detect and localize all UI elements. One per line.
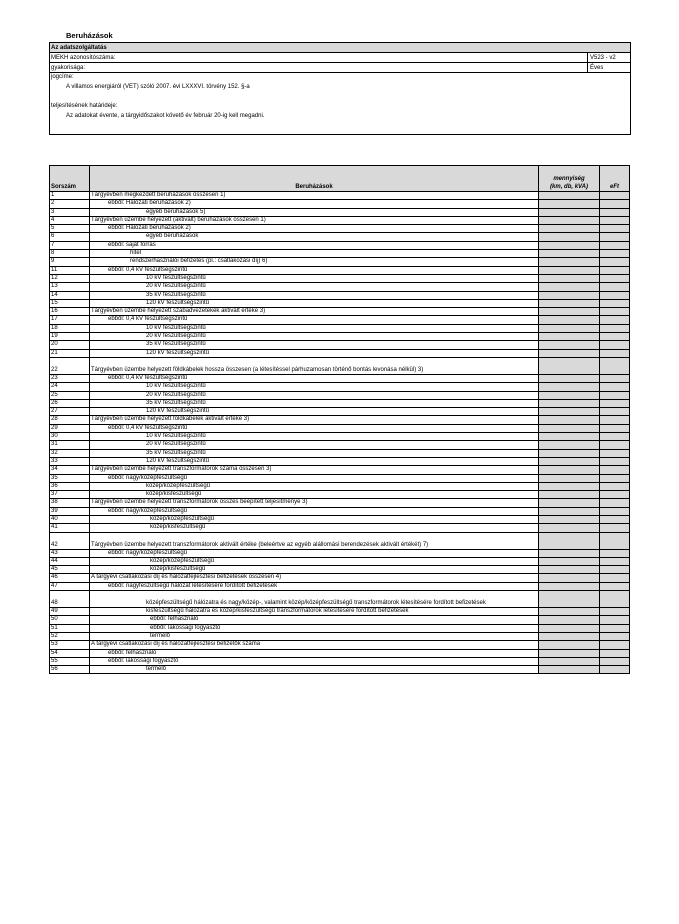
row-description: Tárgyévben üzembe helyezett földkábelek aktivált értéke 3) bbox=[90, 416, 539, 424]
table-row bbox=[50, 482, 630, 490]
eft-input-cell[interactable] bbox=[600, 324, 630, 332]
table-row bbox=[50, 283, 630, 291]
eft-input-cell[interactable] bbox=[600, 200, 630, 208]
row-description: Tárgyévben üzembe helyezett transzformátorok aktivált értéke (beleértve az egyéb alállomási berendezések aktivált értékét) 7) bbox=[90, 532, 539, 549]
header-beruhazasok: Beruházások bbox=[90, 166, 539, 192]
eft-input-cell[interactable] bbox=[600, 408, 630, 416]
row-description: közép/középfeszültségű bbox=[90, 515, 539, 523]
table-row bbox=[50, 258, 630, 266]
quantity-input-cell[interactable] bbox=[539, 566, 600, 574]
eft-input-cell[interactable] bbox=[600, 274, 630, 282]
eft-input-cell[interactable] bbox=[600, 374, 630, 382]
header-quantity-line1: mennyiség bbox=[553, 176, 585, 182]
eft-input-cell[interactable] bbox=[600, 316, 630, 324]
eft-input-cell[interactable] bbox=[600, 624, 630, 632]
table-row bbox=[50, 649, 630, 657]
quantity-input-cell[interactable] bbox=[539, 666, 600, 674]
table-row bbox=[50, 391, 630, 399]
row-description: középfeszültségű hálózatra és nagy/közép-, valamint közép/középfeszültségű transzformátorok létesítésére fordított befizetések bbox=[90, 591, 539, 608]
eft-input-cell[interactable] bbox=[600, 208, 630, 216]
table-row bbox=[50, 474, 630, 482]
row-description: egyéb beruházások bbox=[90, 233, 539, 241]
row-number: 42 bbox=[50, 532, 90, 549]
row-number: 50 bbox=[50, 616, 90, 624]
row-description: Tárgyévben üzembe helyezett transzformátorok összes beépített teljesítménye 3) bbox=[90, 499, 539, 507]
row-number: 22 bbox=[50, 357, 90, 374]
row-number: 45 bbox=[50, 566, 90, 574]
quantity-input-cell[interactable] bbox=[539, 233, 600, 241]
table-row bbox=[50, 433, 630, 441]
eft-input-cell[interactable] bbox=[600, 549, 630, 557]
quantity-input-cell[interactable] bbox=[539, 466, 600, 474]
row-description: ebből: felhasználó bbox=[90, 649, 539, 657]
eft-input-cell[interactable] bbox=[600, 507, 630, 515]
table-row bbox=[50, 499, 630, 507]
row-description: ebből: 0,4 kV feszültségszintű bbox=[90, 266, 539, 274]
table-row bbox=[50, 308, 630, 316]
row-number: 18 bbox=[50, 324, 90, 332]
row-description: A tárgyévi csatlakozási díj és hálózatfejlesztési befizetések összesen 4) bbox=[90, 574, 539, 582]
row-number: 35 bbox=[50, 474, 90, 482]
row-description: Tárgyévben megkezdett beruházások összesen 1) bbox=[90, 192, 539, 200]
quantity-input-cell[interactable] bbox=[539, 491, 600, 499]
eft-input-cell[interactable] bbox=[600, 557, 630, 565]
row-number: 17 bbox=[50, 316, 90, 324]
row-description: ebből: lakossági fogyasztó bbox=[90, 657, 539, 665]
row-number: 21 bbox=[50, 349, 90, 357]
row-description: 35 kV feszültségszintű bbox=[90, 449, 539, 457]
quantity-input-cell[interactable] bbox=[539, 441, 600, 449]
row-description: kisfeszültségű hálózatra és közép/kisfeszültségű transzformátorok létesítésére fordított befizetések bbox=[90, 608, 539, 616]
row-number: 5 bbox=[50, 225, 90, 233]
row-description: ebből: 0,4 kV feszültségszintű bbox=[90, 424, 539, 432]
row-number: 37 bbox=[50, 491, 90, 499]
row-number: 32 bbox=[50, 449, 90, 457]
mekh-id-row bbox=[50, 53, 630, 63]
table-row bbox=[50, 383, 630, 391]
quantity-input-cell[interactable] bbox=[539, 391, 600, 399]
mekh-id-label: MEKH azonosítószáma: bbox=[51, 55, 116, 61]
table-row bbox=[50, 449, 630, 457]
header-quantity-line2: (km, db, kVA) bbox=[550, 184, 588, 190]
row-number: 40 bbox=[50, 515, 90, 523]
quantity-input-cell[interactable] bbox=[539, 433, 600, 441]
quantity-input-cell[interactable] bbox=[539, 266, 600, 274]
eft-input-cell[interactable] bbox=[600, 241, 630, 249]
row-number: 1 bbox=[50, 192, 90, 200]
table-row bbox=[50, 441, 630, 449]
table-row bbox=[50, 591, 630, 608]
page-title: Beruházások bbox=[66, 31, 113, 40]
eft-input-cell[interactable] bbox=[600, 192, 630, 200]
row-number: 56 bbox=[50, 666, 90, 674]
eft-input-cell[interactable] bbox=[600, 299, 630, 307]
table-row bbox=[50, 266, 630, 274]
row-description: 10 kV feszültségszintű bbox=[90, 433, 539, 441]
row-number: 46 bbox=[50, 574, 90, 582]
row-description: hitel bbox=[90, 250, 539, 258]
row-number: 29 bbox=[50, 424, 90, 432]
quantity-input-cell[interactable] bbox=[539, 416, 600, 424]
row-description: 10 kV feszültségszintű bbox=[90, 274, 539, 282]
quantity-input-cell[interactable] bbox=[539, 482, 600, 490]
row-description: Tárgyévben üzembe helyezett (aktivált) beruházások összesen 1) bbox=[90, 216, 539, 224]
table-row bbox=[50, 200, 630, 208]
quantity-input-cell[interactable] bbox=[539, 408, 600, 416]
row-description: ebből: saját forrás bbox=[90, 241, 539, 249]
quantity-input-cell[interactable] bbox=[539, 399, 600, 407]
eft-input-cell[interactable] bbox=[600, 233, 630, 241]
row-description: közép/kisfeszültségű bbox=[90, 566, 539, 574]
row-number: 20 bbox=[50, 341, 90, 349]
table-row bbox=[50, 557, 630, 565]
row-number: 48 bbox=[50, 591, 90, 608]
row-number: 54 bbox=[50, 649, 90, 657]
table-row bbox=[50, 349, 630, 357]
row-description: 20 kV feszültségszintű bbox=[90, 333, 539, 341]
row-description: Tárgyévben üzembe helyezett transzformátorok száma összesen 3) bbox=[90, 466, 539, 474]
eft-input-cell[interactable] bbox=[600, 391, 630, 399]
row-number: 26 bbox=[50, 399, 90, 407]
quantity-input-cell[interactable] bbox=[539, 258, 600, 266]
quantity-input-cell[interactable] bbox=[539, 532, 600, 549]
row-description: ebből: nagy/középfeszültségű bbox=[90, 507, 539, 515]
quantity-input-cell[interactable] bbox=[539, 549, 600, 557]
row-number: 16 bbox=[50, 308, 90, 316]
table-row bbox=[50, 299, 630, 307]
row-number: 19 bbox=[50, 333, 90, 341]
quantity-input-cell[interactable] bbox=[539, 632, 600, 640]
table-row bbox=[50, 632, 630, 640]
legal-basis-text: A villamos energiáról (VET) szóló 2007. évi LXXXVI. törvény 152. §-a bbox=[66, 84, 250, 90]
row-description: 10 kV feszültségszintű bbox=[90, 324, 539, 332]
row-number: 33 bbox=[50, 457, 90, 465]
row-number: 8 bbox=[50, 250, 90, 258]
table-row bbox=[50, 566, 630, 574]
row-description: ebből: nagy/középfeszültségű bbox=[90, 549, 539, 557]
row-number: 4 bbox=[50, 216, 90, 224]
eft-input-cell[interactable] bbox=[600, 433, 630, 441]
row-description: ebből: lakossági fogyasztó bbox=[90, 624, 539, 632]
eft-input-cell[interactable] bbox=[600, 466, 630, 474]
table-row bbox=[50, 624, 630, 632]
row-description: ebből: felhasználó bbox=[90, 616, 539, 624]
row-description: közép/kisfeszültségű bbox=[90, 524, 539, 532]
quantity-input-cell[interactable] bbox=[539, 357, 600, 374]
row-description: 20 kV feszültségszintű bbox=[90, 283, 539, 291]
row-description: ebből: nagy/középfeszültségű bbox=[90, 474, 539, 482]
table-row bbox=[50, 457, 630, 465]
eft-input-cell[interactable] bbox=[600, 449, 630, 457]
row-number: 9 bbox=[50, 258, 90, 266]
deadline-label: teljesítésének határideje: bbox=[51, 103, 118, 109]
eft-input-cell[interactable] bbox=[600, 532, 630, 549]
row-number: 23 bbox=[50, 374, 90, 382]
eft-input-cell[interactable] bbox=[600, 474, 630, 482]
quantity-input-cell[interactable] bbox=[539, 449, 600, 457]
row-description: ebből: 0,4 kV feszültségszintű bbox=[90, 316, 539, 324]
table-row bbox=[50, 532, 630, 549]
row-number: 15 bbox=[50, 299, 90, 307]
table-row bbox=[50, 574, 630, 582]
row-number: 36 bbox=[50, 482, 90, 490]
quantity-input-cell[interactable] bbox=[539, 324, 600, 332]
row-description: Tárgyévben üzembe helyezett földkábelek hossza összesen (a létesítéssel párhuzamosan történő bontás levonása nélkül) 3) bbox=[90, 357, 539, 374]
eft-input-cell[interactable] bbox=[600, 515, 630, 523]
row-number: 34 bbox=[50, 466, 90, 474]
row-number: 31 bbox=[50, 441, 90, 449]
quantity-input-cell[interactable] bbox=[539, 557, 600, 565]
quantity-input-cell[interactable] bbox=[539, 341, 600, 349]
table-row bbox=[50, 507, 630, 515]
data-provision-info-box bbox=[49, 42, 631, 135]
table-row bbox=[50, 424, 630, 432]
row-number: 49 bbox=[50, 608, 90, 616]
eft-input-cell[interactable] bbox=[600, 250, 630, 258]
row-description: 120 kV feszültségszintű bbox=[90, 457, 539, 465]
row-number: 38 bbox=[50, 499, 90, 507]
quantity-input-cell[interactable] bbox=[539, 374, 600, 382]
row-number: 47 bbox=[50, 582, 90, 590]
table-row bbox=[50, 341, 630, 349]
quantity-input-cell[interactable] bbox=[539, 308, 600, 316]
quantity-input-cell[interactable] bbox=[539, 208, 600, 216]
table-row bbox=[50, 657, 630, 665]
eft-input-cell[interactable] bbox=[600, 491, 630, 499]
eft-input-cell[interactable] bbox=[600, 341, 630, 349]
quantity-input-cell[interactable] bbox=[539, 582, 600, 590]
eft-input-cell[interactable] bbox=[600, 657, 630, 665]
quantity-input-cell[interactable] bbox=[539, 333, 600, 341]
quantity-input-cell[interactable] bbox=[539, 225, 600, 233]
row-number: 11 bbox=[50, 266, 90, 274]
row-number: 51 bbox=[50, 624, 90, 632]
table-row bbox=[50, 192, 630, 200]
table-row bbox=[50, 524, 630, 532]
row-description: 120 kV feszültségszintű bbox=[90, 349, 539, 357]
row-description: 20 kV feszültségszintű bbox=[90, 391, 539, 399]
row-description: 120 kV feszültségszintű bbox=[90, 299, 539, 307]
table-row bbox=[50, 324, 630, 332]
row-number: 6 bbox=[50, 233, 90, 241]
row-description: A tárgyévi csatlakozási díj és hálózatfejlesztési befizetők száma bbox=[90, 641, 539, 649]
row-number: 43 bbox=[50, 549, 90, 557]
quantity-input-cell[interactable] bbox=[539, 616, 600, 624]
row-description: rendszerhasználói befizetés (pl.: csatlakozási díj) 6) bbox=[90, 258, 539, 266]
quantity-input-cell[interactable] bbox=[539, 641, 600, 649]
row-description: Tárgyévben üzembe helyezett szabadvezetékek aktivált értéke 3) bbox=[90, 308, 539, 316]
header-sorszam: Sorszám bbox=[50, 166, 90, 192]
table-row bbox=[50, 666, 630, 674]
row-description: 10 kV feszültségszintű bbox=[90, 383, 539, 391]
row-description: termelő bbox=[90, 632, 539, 640]
quantity-input-cell[interactable] bbox=[539, 624, 600, 632]
quantity-input-cell[interactable] bbox=[539, 515, 600, 523]
legal-basis-label: jogcíme: bbox=[51, 74, 74, 80]
row-number: 52 bbox=[50, 632, 90, 640]
eft-input-cell[interactable] bbox=[600, 308, 630, 316]
table-row bbox=[50, 225, 630, 233]
mekh-id-value: V523 - v2 bbox=[587, 53, 630, 62]
row-number: 55 bbox=[50, 657, 90, 665]
quantity-input-cell[interactable] bbox=[539, 274, 600, 282]
eft-input-cell[interactable] bbox=[600, 524, 630, 532]
table-row bbox=[50, 374, 630, 382]
row-number: 30 bbox=[50, 433, 90, 441]
eft-input-cell[interactable] bbox=[600, 608, 630, 616]
eft-input-cell[interactable] bbox=[600, 582, 630, 590]
row-number: 14 bbox=[50, 291, 90, 299]
quantity-input-cell[interactable] bbox=[539, 241, 600, 249]
row-number: 28 bbox=[50, 416, 90, 424]
row-number: 41 bbox=[50, 524, 90, 532]
eft-input-cell[interactable] bbox=[600, 399, 630, 407]
quantity-input-cell[interactable] bbox=[539, 424, 600, 432]
quantity-input-cell[interactable] bbox=[539, 349, 600, 357]
row-description: ebből: nagyfeszültségű hálózat létesítésére fordított befizetések bbox=[90, 582, 539, 590]
table-row bbox=[50, 291, 630, 299]
eft-input-cell[interactable] bbox=[600, 441, 630, 449]
eft-input-cell[interactable] bbox=[600, 632, 630, 640]
row-number: 7 bbox=[50, 241, 90, 249]
quantity-input-cell[interactable] bbox=[539, 457, 600, 465]
table-row bbox=[50, 274, 630, 282]
eft-input-cell[interactable] bbox=[600, 566, 630, 574]
row-number: 13 bbox=[50, 283, 90, 291]
row-description: ebből: Hálózati beruházások 2) bbox=[90, 200, 539, 208]
row-description: 35 kV feszültségszintű bbox=[90, 291, 539, 299]
table-row bbox=[50, 616, 630, 624]
eft-input-cell[interactable] bbox=[600, 225, 630, 233]
row-number: 53 bbox=[50, 641, 90, 649]
table-row bbox=[50, 582, 630, 590]
quantity-input-cell[interactable] bbox=[539, 591, 600, 608]
eft-input-cell[interactable] bbox=[600, 349, 630, 357]
table-row bbox=[50, 466, 630, 474]
quantity-input-cell[interactable] bbox=[539, 657, 600, 665]
table-row bbox=[50, 491, 630, 499]
row-number: 27 bbox=[50, 408, 90, 416]
quantity-input-cell[interactable] bbox=[539, 499, 600, 507]
eft-input-cell[interactable] bbox=[600, 666, 630, 674]
quantity-input-cell[interactable] bbox=[539, 299, 600, 307]
quantity-input-cell[interactable] bbox=[539, 608, 600, 616]
table-row bbox=[50, 608, 630, 616]
table-row bbox=[50, 316, 630, 324]
eft-input-cell[interactable] bbox=[600, 616, 630, 624]
row-number: 39 bbox=[50, 507, 90, 515]
eft-input-cell[interactable] bbox=[600, 216, 630, 224]
quantity-input-cell[interactable] bbox=[539, 192, 600, 200]
eft-input-cell[interactable] bbox=[600, 424, 630, 432]
table-row bbox=[50, 408, 630, 416]
row-description: közép/középfeszültségű bbox=[90, 482, 539, 490]
table-row bbox=[50, 233, 630, 241]
row-description: 20 kV feszültségszintű bbox=[90, 441, 539, 449]
quantity-input-cell[interactable] bbox=[539, 574, 600, 582]
row-number: 24 bbox=[50, 383, 90, 391]
row-description: közép/kisfeszültségű bbox=[90, 491, 539, 499]
row-number: 2 bbox=[50, 200, 90, 208]
row-description: termelő bbox=[90, 666, 539, 674]
quantity-input-cell[interactable] bbox=[539, 474, 600, 482]
row-description: közép/középfeszültségű bbox=[90, 557, 539, 565]
table-row bbox=[50, 399, 630, 407]
row-number: 25 bbox=[50, 391, 90, 399]
quantity-input-cell[interactable] bbox=[539, 250, 600, 258]
row-description: ebből: 0,4 kV feszültségszintű bbox=[90, 374, 539, 382]
quantity-input-cell[interactable] bbox=[539, 200, 600, 208]
table-row bbox=[50, 208, 630, 216]
table-header-row bbox=[50, 166, 630, 192]
investments-table bbox=[49, 165, 630, 674]
table-row bbox=[50, 250, 630, 258]
eft-input-cell[interactable] bbox=[600, 266, 630, 274]
table-row bbox=[50, 216, 630, 224]
eft-input-cell[interactable] bbox=[600, 258, 630, 266]
eft-input-cell[interactable] bbox=[600, 457, 630, 465]
eft-input-cell[interactable] bbox=[600, 591, 630, 608]
row-number: 12 bbox=[50, 274, 90, 282]
table-row bbox=[50, 515, 630, 523]
eft-input-cell[interactable] bbox=[600, 416, 630, 424]
eft-input-cell[interactable] bbox=[600, 482, 630, 490]
table-row bbox=[50, 641, 630, 649]
frequency-row bbox=[50, 63, 630, 73]
frequency-value: Éves bbox=[587, 63, 630, 72]
info-section-header: Az adatszolgáltatás bbox=[50, 43, 630, 53]
eft-input-cell[interactable] bbox=[600, 383, 630, 391]
table-row bbox=[50, 357, 630, 374]
quantity-input-cell[interactable] bbox=[539, 649, 600, 657]
quantity-input-cell[interactable] bbox=[539, 216, 600, 224]
eft-input-cell[interactable] bbox=[600, 574, 630, 582]
row-description: egyéb beruházások 5) bbox=[90, 208, 539, 216]
row-description: 35 kV feszültségszintű bbox=[90, 341, 539, 349]
eft-input-cell[interactable] bbox=[600, 499, 630, 507]
row-description: 120 kV feszültségszintű bbox=[90, 408, 539, 416]
header-quantity bbox=[539, 166, 600, 192]
table-row bbox=[50, 549, 630, 557]
row-number: 3 bbox=[50, 208, 90, 216]
quantity-input-cell[interactable] bbox=[539, 316, 600, 324]
header-eft: eFt bbox=[600, 166, 630, 192]
quantity-input-cell[interactable] bbox=[539, 383, 600, 391]
eft-input-cell[interactable] bbox=[600, 333, 630, 341]
eft-input-cell[interactable] bbox=[600, 649, 630, 657]
table-row bbox=[50, 416, 630, 424]
quantity-input-cell[interactable] bbox=[539, 291, 600, 299]
eft-input-cell[interactable] bbox=[600, 357, 630, 374]
frequency-label: gyakorisága: bbox=[51, 65, 86, 71]
eft-input-cell[interactable] bbox=[600, 291, 630, 299]
quantity-input-cell[interactable] bbox=[539, 507, 600, 515]
quantity-input-cell[interactable] bbox=[539, 283, 600, 291]
table-row bbox=[50, 333, 630, 341]
row-number: 44 bbox=[50, 557, 90, 565]
quantity-input-cell[interactable] bbox=[539, 524, 600, 532]
eft-input-cell[interactable] bbox=[600, 283, 630, 291]
eft-input-cell[interactable] bbox=[600, 641, 630, 649]
table-row bbox=[50, 241, 630, 249]
row-description: ebből: Hálózati beruházások 2) bbox=[90, 225, 539, 233]
row-description: 35 kV feszültségszintű bbox=[90, 399, 539, 407]
deadline-text: Az adatokat évente, a tárgyidőszakot követő év február 20-ig kell megadni. bbox=[66, 113, 265, 119]
